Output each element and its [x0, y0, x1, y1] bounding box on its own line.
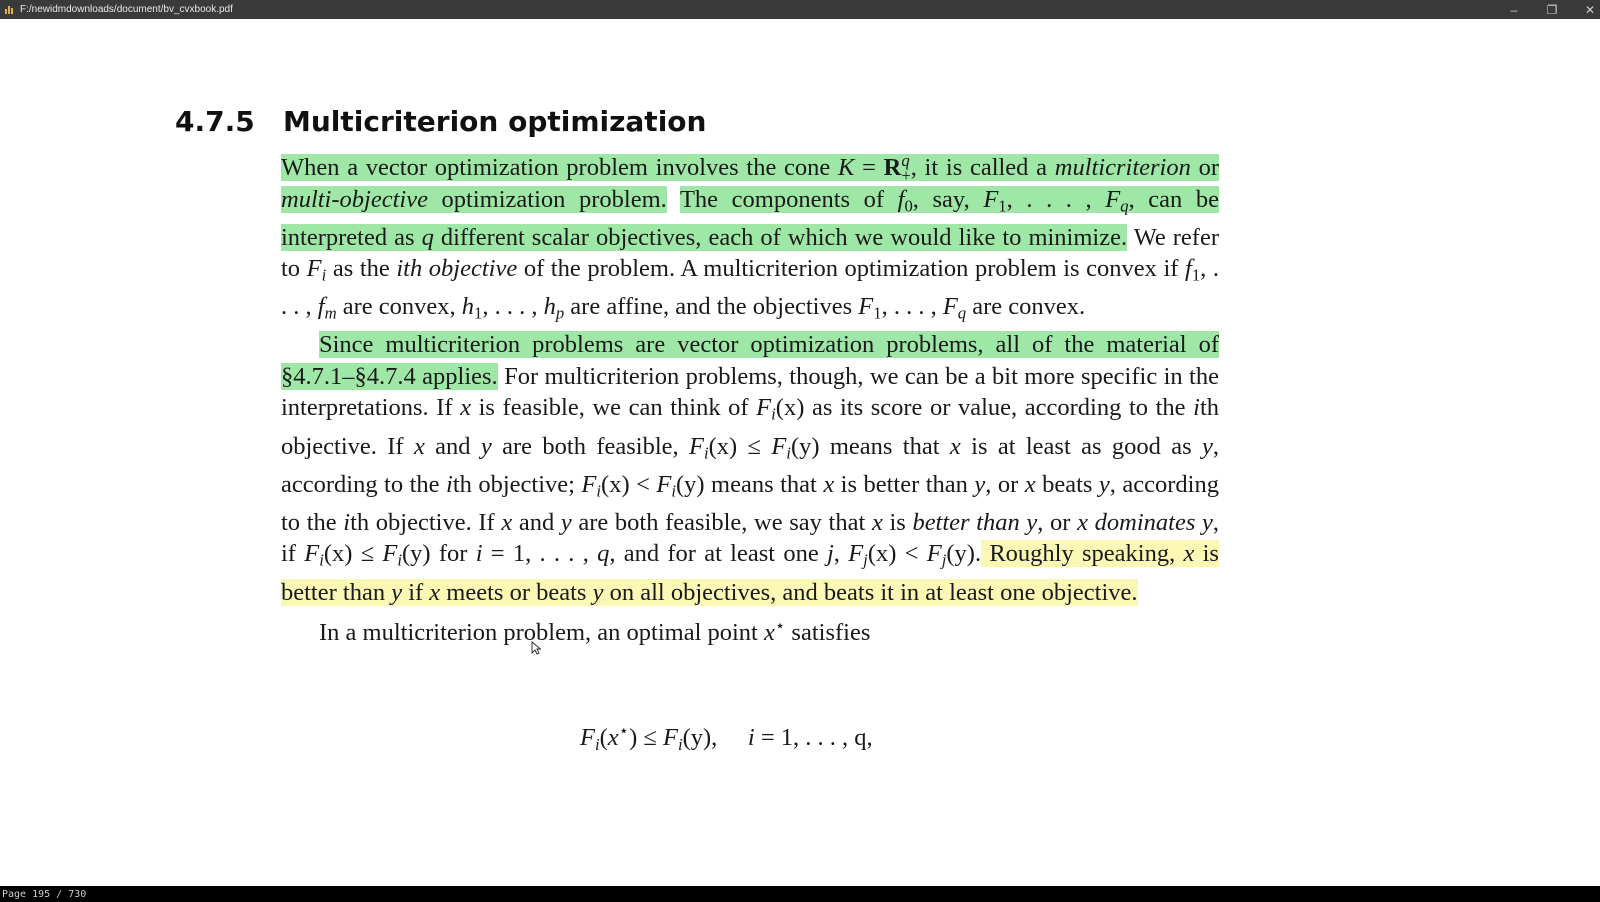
restore-button[interactable]: ❐ — [1546, 2, 1558, 17]
status-bar — [0, 886, 1600, 902]
app-icon — [5, 6, 15, 14]
highlight-yellow-1[interactable]: Roughly speaking, x is better than y if x meets or beats y on all objectives, and beats it in at least one objective. — [281, 540, 1219, 606]
section-number: 4.7.5 — [175, 105, 255, 138]
display-equation: $F_i(x^⋆) \le F_i(y)$, i = 1, . . . , q, — [580, 721, 873, 754]
section-heading — [175, 105, 706, 138]
highlight-green-3[interactable]: Since multicriterion problems are vector optimization problems, all of the material of §4.7.1–§4.7.4 applies. — [281, 331, 1219, 390]
highlight-green-2[interactable]: The components of f0, say, F1, . . . , $F_q$, can be interpreted as q different scalar objectives, each of which we would like to minimize. — [281, 185, 1220, 251]
window-titlebar — [0, 0, 1600, 19]
mouse-cursor-icon — [531, 641, 541, 655]
close-button[interactable]: ✕ — [1584, 2, 1596, 17]
section-title: Multicriterion optimization — [283, 105, 707, 138]
minimize-button[interactable]: – — [1510, 2, 1518, 17]
body-text — [281, 152, 1219, 649]
highlight-green-1[interactable]: When a vector optimization problem involves the cone K = Rq +, it is called a multicriterion or multi-objective optimization problem. — [281, 150, 1219, 213]
paragraph-1: When a vector optimization problem involves the cone K = Rq +, it is called a multicriterion or multi-objective optimization problem. The components of f0, say, F1, . . . , $F_q$, can be interpreted as q different scalar objectives, each of which we would like to minimize. We refer to $F_i$ as the ith objective of the problem. A multicriterion optimization problem is convex if f1, . . . , $f_m$ are convex, h1, . . . , $h_p$ are affine, and the objectives F1, . . . , $F_q$ are convex. — [281, 150, 1220, 323]
paragraph-3: In a multicriterion problem, an optimal point x⋆ satisfies — [319, 616, 871, 647]
paragraph-2: Since multicriterion problems are vector optimization problems, all of the material of §4.7.1–§4.7.4 applies. For multicriterion problems, though, we can be a bit more specific in the interpretations. If x is feasible, we can think of $F_i(x)$ as its score or value, according to the ith objective. If x and y are both feasible, $F_i(x) \le F_i(y)$ means that x is at least as good as y, according to the ith objective; $F_i(x) < F_i(y)$ means that x is better than y, or x beats y, according to the ith objective. If x and y are both feasible, we say that x is better than y, or x dominates y, if $F_i(x) \le F_i(y)$ for i = 1, . . . , q, and for at least one j, $F_j(x) < F_j(y)$. Roughly speaking, x is better than y if x meets or beats y on all objectives, and beats it in at least one objective. — [281, 331, 1220, 606]
window-title: F:/newidmdownloads/document/bv_cvxbook.pdf — [20, 4, 233, 15]
page-indicator: Page 195 / 730 — [2, 888, 87, 900]
